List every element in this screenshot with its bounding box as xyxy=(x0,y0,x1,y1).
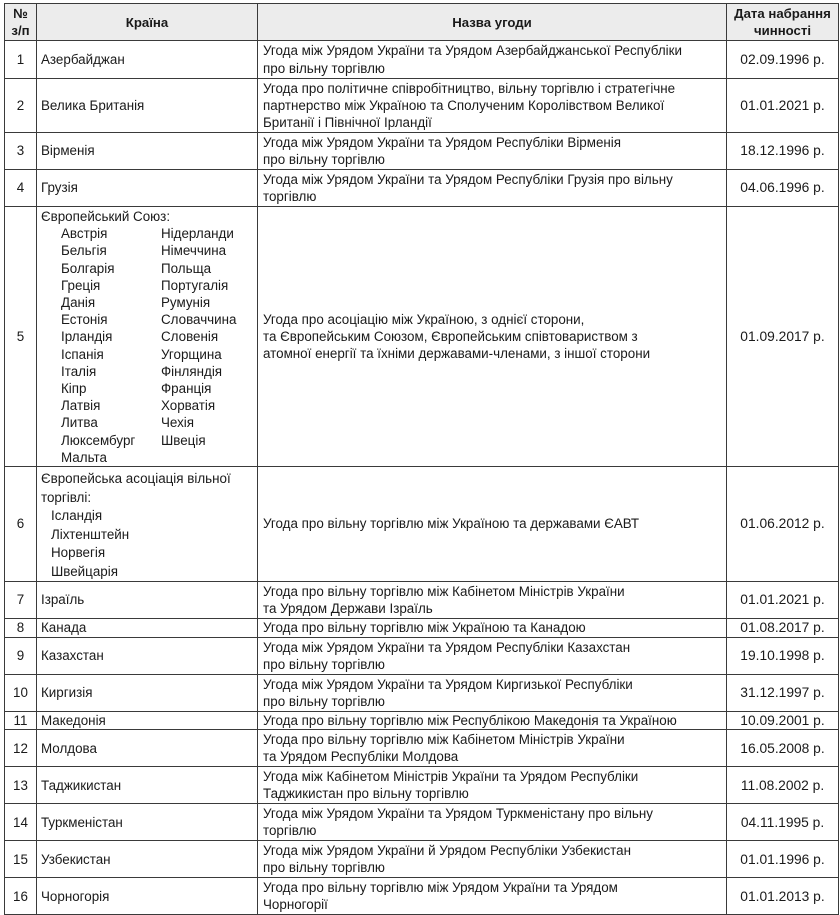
country-cell: Молдова xyxy=(37,730,258,767)
member-state: Нідерланди xyxy=(161,226,234,242)
agreement-title-line: та Європейським Союзом, Європейським співтовариством з xyxy=(263,328,638,344)
table-row xyxy=(5,133,839,170)
agreement-title-line: Угода про політичне співробітництво, вільну торгівлю і стратегічне xyxy=(263,80,676,96)
effective-date: 01.01.2021 р. xyxy=(727,582,839,619)
header-num xyxy=(5,4,37,41)
table-row xyxy=(5,619,839,638)
table-row xyxy=(5,41,839,79)
table-row xyxy=(5,638,839,675)
agreement-title-cell xyxy=(258,619,727,638)
agreement-title-line: Угода про вільну торгівлю між Урядом України та Урядом xyxy=(263,880,618,896)
header-num-line-1: № xyxy=(13,6,28,21)
agreement-title-line: торгівлю xyxy=(263,823,317,839)
agreement-title-line: Угода між Урядом України та Урядом Республіки Казахстан xyxy=(263,639,631,655)
agreement-title-cell xyxy=(258,170,727,207)
member-state: Словенія xyxy=(161,329,219,345)
table-row xyxy=(5,878,839,915)
member-state: Швейцарія xyxy=(51,563,118,579)
agreement-title-cell xyxy=(258,207,727,467)
country-cell: Чорногорія xyxy=(37,878,258,915)
row-number: 1 xyxy=(5,41,37,79)
agreement-title-line: про вільну торгівлю xyxy=(263,60,385,76)
country-cell: Македонія xyxy=(37,712,258,730)
effective-date: 01.01.1996 р. xyxy=(727,841,839,878)
row-number: 15 xyxy=(5,841,37,878)
agreement-title-line: Угода між Урядом України та Урядом Азербайджанської Республіки xyxy=(263,43,682,59)
row-number: 11 xyxy=(5,712,37,730)
agreement-title-line: Чорногорії xyxy=(263,897,328,913)
member-state: Польща xyxy=(161,260,212,276)
header-date-line-1: Дата набрання xyxy=(734,6,831,21)
row-number: 6 xyxy=(5,467,37,582)
agreement-title-line: Угода між Урядом України та Урядом Киргизької Республіки xyxy=(263,676,633,692)
agreement-title-line: Угода про вільну торгівлю між Республікою Македонія та Україною xyxy=(263,713,677,729)
member-state: Словаччина xyxy=(161,312,237,328)
row-number: 5 xyxy=(5,207,37,467)
agreement-title-line: та Урядом Республіки Молдова xyxy=(263,749,459,765)
country-cell: Узбекистан xyxy=(37,841,258,878)
table-row xyxy=(5,170,839,207)
table-row xyxy=(5,675,839,712)
member-state: Чехія xyxy=(161,415,194,431)
row-number: 9 xyxy=(5,638,37,675)
agreement-title-cell xyxy=(258,638,727,675)
member-states-list xyxy=(41,225,253,466)
agreement-title-line: про вільну торгівлю xyxy=(263,860,385,876)
member-state: Румунія xyxy=(161,295,211,311)
effective-date: 01.01.2021 р. xyxy=(727,79,839,133)
agreement-title-cell xyxy=(258,675,727,712)
agreement-title-line: Угода між Урядом України та Урядом Туркменістану про вільну xyxy=(263,806,653,822)
member-state: Португалія xyxy=(161,277,229,293)
effective-date: 01.09.2017 р. xyxy=(727,207,839,467)
table-row xyxy=(5,767,839,804)
country-cell: Туркменістан xyxy=(37,804,258,841)
agreement-title-line: про вільну торгівлю xyxy=(263,694,385,710)
table-row xyxy=(5,804,839,841)
country-cell: Грузія xyxy=(37,170,258,207)
agreement-title-line: про вільну торгівлю xyxy=(263,152,385,167)
effective-date: 04.11.1995 р. xyxy=(727,804,839,841)
effective-date: 04.06.1996 р. xyxy=(727,170,839,207)
member-state xyxy=(161,449,258,466)
table-row xyxy=(5,207,839,467)
agreement-title-line: Угода про вільну торгівлю між Україною та Канадою xyxy=(263,620,586,636)
member-state: Данія xyxy=(61,295,96,311)
table-row xyxy=(5,841,839,878)
agreement-title-line: Угода між Урядом України та Урядом Республіки Грузія про вільну xyxy=(263,171,673,187)
table-header-row xyxy=(5,4,839,41)
member-state: Швеція xyxy=(161,432,206,448)
table-row xyxy=(5,730,839,767)
agreement-title-cell xyxy=(258,730,727,767)
agreement-title-line: атомної енергії та їхніми державами-членами, з іншої сторони xyxy=(263,346,651,362)
agreement-title-line: Угода про вільну торгівлю між Кабінетом Міністрів України xyxy=(263,732,625,748)
row-number: 16 xyxy=(5,878,37,915)
group-name-line: Європейська асоціація вільної xyxy=(41,471,231,487)
agreement-title-line: Британії і Північної Ірландії xyxy=(263,115,432,131)
member-state: Фінляндія xyxy=(161,363,223,379)
effective-date: 01.06.2012 р. xyxy=(727,467,839,582)
member-state: Кіпр xyxy=(61,381,87,397)
agreement-title-cell xyxy=(258,767,727,804)
table-row xyxy=(5,79,839,133)
row-number: 10 xyxy=(5,675,37,712)
country-cell: Таджикистан xyxy=(37,767,258,804)
header-num-line-2: з/п xyxy=(11,23,30,38)
row-number: 8 xyxy=(5,619,37,638)
member-state: Франція xyxy=(161,381,212,397)
effective-date: 01.01.2013 р. xyxy=(727,878,839,915)
effective-date: 18.12.1996 р. xyxy=(727,133,839,170)
row-number: 7 xyxy=(5,582,37,619)
member-state: Хорватія xyxy=(161,398,216,414)
member-state: Естонія xyxy=(61,312,108,328)
agreement-title-line: Угода між Урядом України й Урядом Республіки Узбекистан xyxy=(263,843,632,859)
row-number: 14 xyxy=(5,804,37,841)
agreement-title-line: Угода між Урядом України та Урядом Республіки Вірменія xyxy=(263,134,622,150)
row-number: 3 xyxy=(5,133,37,170)
agreement-title-line: та Урядом Держави Ізраїль xyxy=(263,601,433,617)
member-state: Іспанія xyxy=(61,346,104,362)
country-cell: Велика Британія xyxy=(37,79,258,133)
agreement-title-cell xyxy=(258,133,727,170)
row-number: 13 xyxy=(5,767,37,804)
table-row xyxy=(5,467,839,582)
country-cell xyxy=(37,207,258,467)
member-state: Болгарія xyxy=(61,260,115,276)
agreement-title-line: Таджикистан про вільну торгівлю xyxy=(263,786,469,802)
agreement-title-line: торгівлю xyxy=(263,189,317,204)
table-row xyxy=(5,712,839,730)
country-cell: Ізраїль xyxy=(37,582,258,619)
agreement-title-line: Угода про вільну торгівлю між Україною та державами ЄАВТ xyxy=(263,516,639,532)
agreement-title-line: партнерство між Україною та Сполученим Королівством Великої xyxy=(263,97,665,113)
effective-date: 31.12.1997 р. xyxy=(727,675,839,712)
agreement-title-cell xyxy=(258,878,727,915)
effective-date: 02.09.1996 р. xyxy=(727,41,839,79)
header-date xyxy=(727,4,839,41)
member-state: Литва xyxy=(61,415,98,431)
member-state: Латвія xyxy=(61,398,101,414)
header-country: Країна xyxy=(37,4,258,41)
country-cell: Канада xyxy=(37,619,258,638)
effective-date: 11.08.2002 р. xyxy=(727,767,839,804)
member-state: Норвегія xyxy=(51,545,106,561)
member-state: Ісландія xyxy=(51,508,103,524)
agreement-title-line: Угода між Кабінетом Міністрів України та Урядом Республіки xyxy=(263,769,639,785)
member-state: Італія xyxy=(61,363,97,379)
header-date-line-2: чинності xyxy=(753,23,812,38)
member-state: Мальта xyxy=(61,449,107,465)
member-states-list xyxy=(41,507,253,581)
effective-date: 16.05.2008 р. xyxy=(727,730,839,767)
table-row xyxy=(5,582,839,619)
agreement-title-cell xyxy=(258,804,727,841)
effective-date: 10.09.2001 р. xyxy=(727,712,839,730)
country-cell: Вірменія xyxy=(37,133,258,170)
agreement-title-cell xyxy=(258,467,727,582)
agreement-title-line: Угода про асоціацію між Україною, з однієї сторони, xyxy=(263,311,585,327)
group-name-line: торгівлі: xyxy=(41,490,92,506)
row-number: 2 xyxy=(5,79,37,133)
agreement-title-cell xyxy=(258,79,727,133)
row-number: 12 xyxy=(5,730,37,767)
agreement-title-cell xyxy=(258,841,727,878)
member-state: Греція xyxy=(61,277,101,293)
member-state: Австрія xyxy=(61,226,108,242)
member-state: Люксембург xyxy=(61,432,136,448)
agreement-title-line: Угода про вільну торгівлю між Кабінетом Міністрів України xyxy=(263,583,625,599)
agreement-title-cell xyxy=(258,582,727,619)
member-state: Бельгія xyxy=(61,243,107,259)
agreement-title-cell xyxy=(258,41,727,79)
row-number: 4 xyxy=(5,170,37,207)
member-state: Угорщина xyxy=(161,346,222,362)
country-cell: Киргизія xyxy=(37,675,258,712)
member-state: Німеччина xyxy=(161,243,227,259)
member-state: Ірландія xyxy=(61,329,113,345)
header-agreement: Назва угоди xyxy=(258,4,727,41)
agreement-title-cell xyxy=(258,712,727,730)
member-state: Ліхтенштейн xyxy=(51,526,130,542)
group-name: Європейський Союз: xyxy=(41,209,171,224)
group-name xyxy=(41,469,253,507)
agreement-title-line: про вільну торгівлю xyxy=(263,657,385,673)
fta-table xyxy=(4,3,839,915)
country-cell xyxy=(37,467,258,582)
country-cell: Казахстан xyxy=(37,638,258,675)
effective-date: 01.08.2017 р. xyxy=(727,619,839,638)
country-cell: Азербайджан xyxy=(37,41,258,79)
effective-date: 19.10.1998 р. xyxy=(727,638,839,675)
